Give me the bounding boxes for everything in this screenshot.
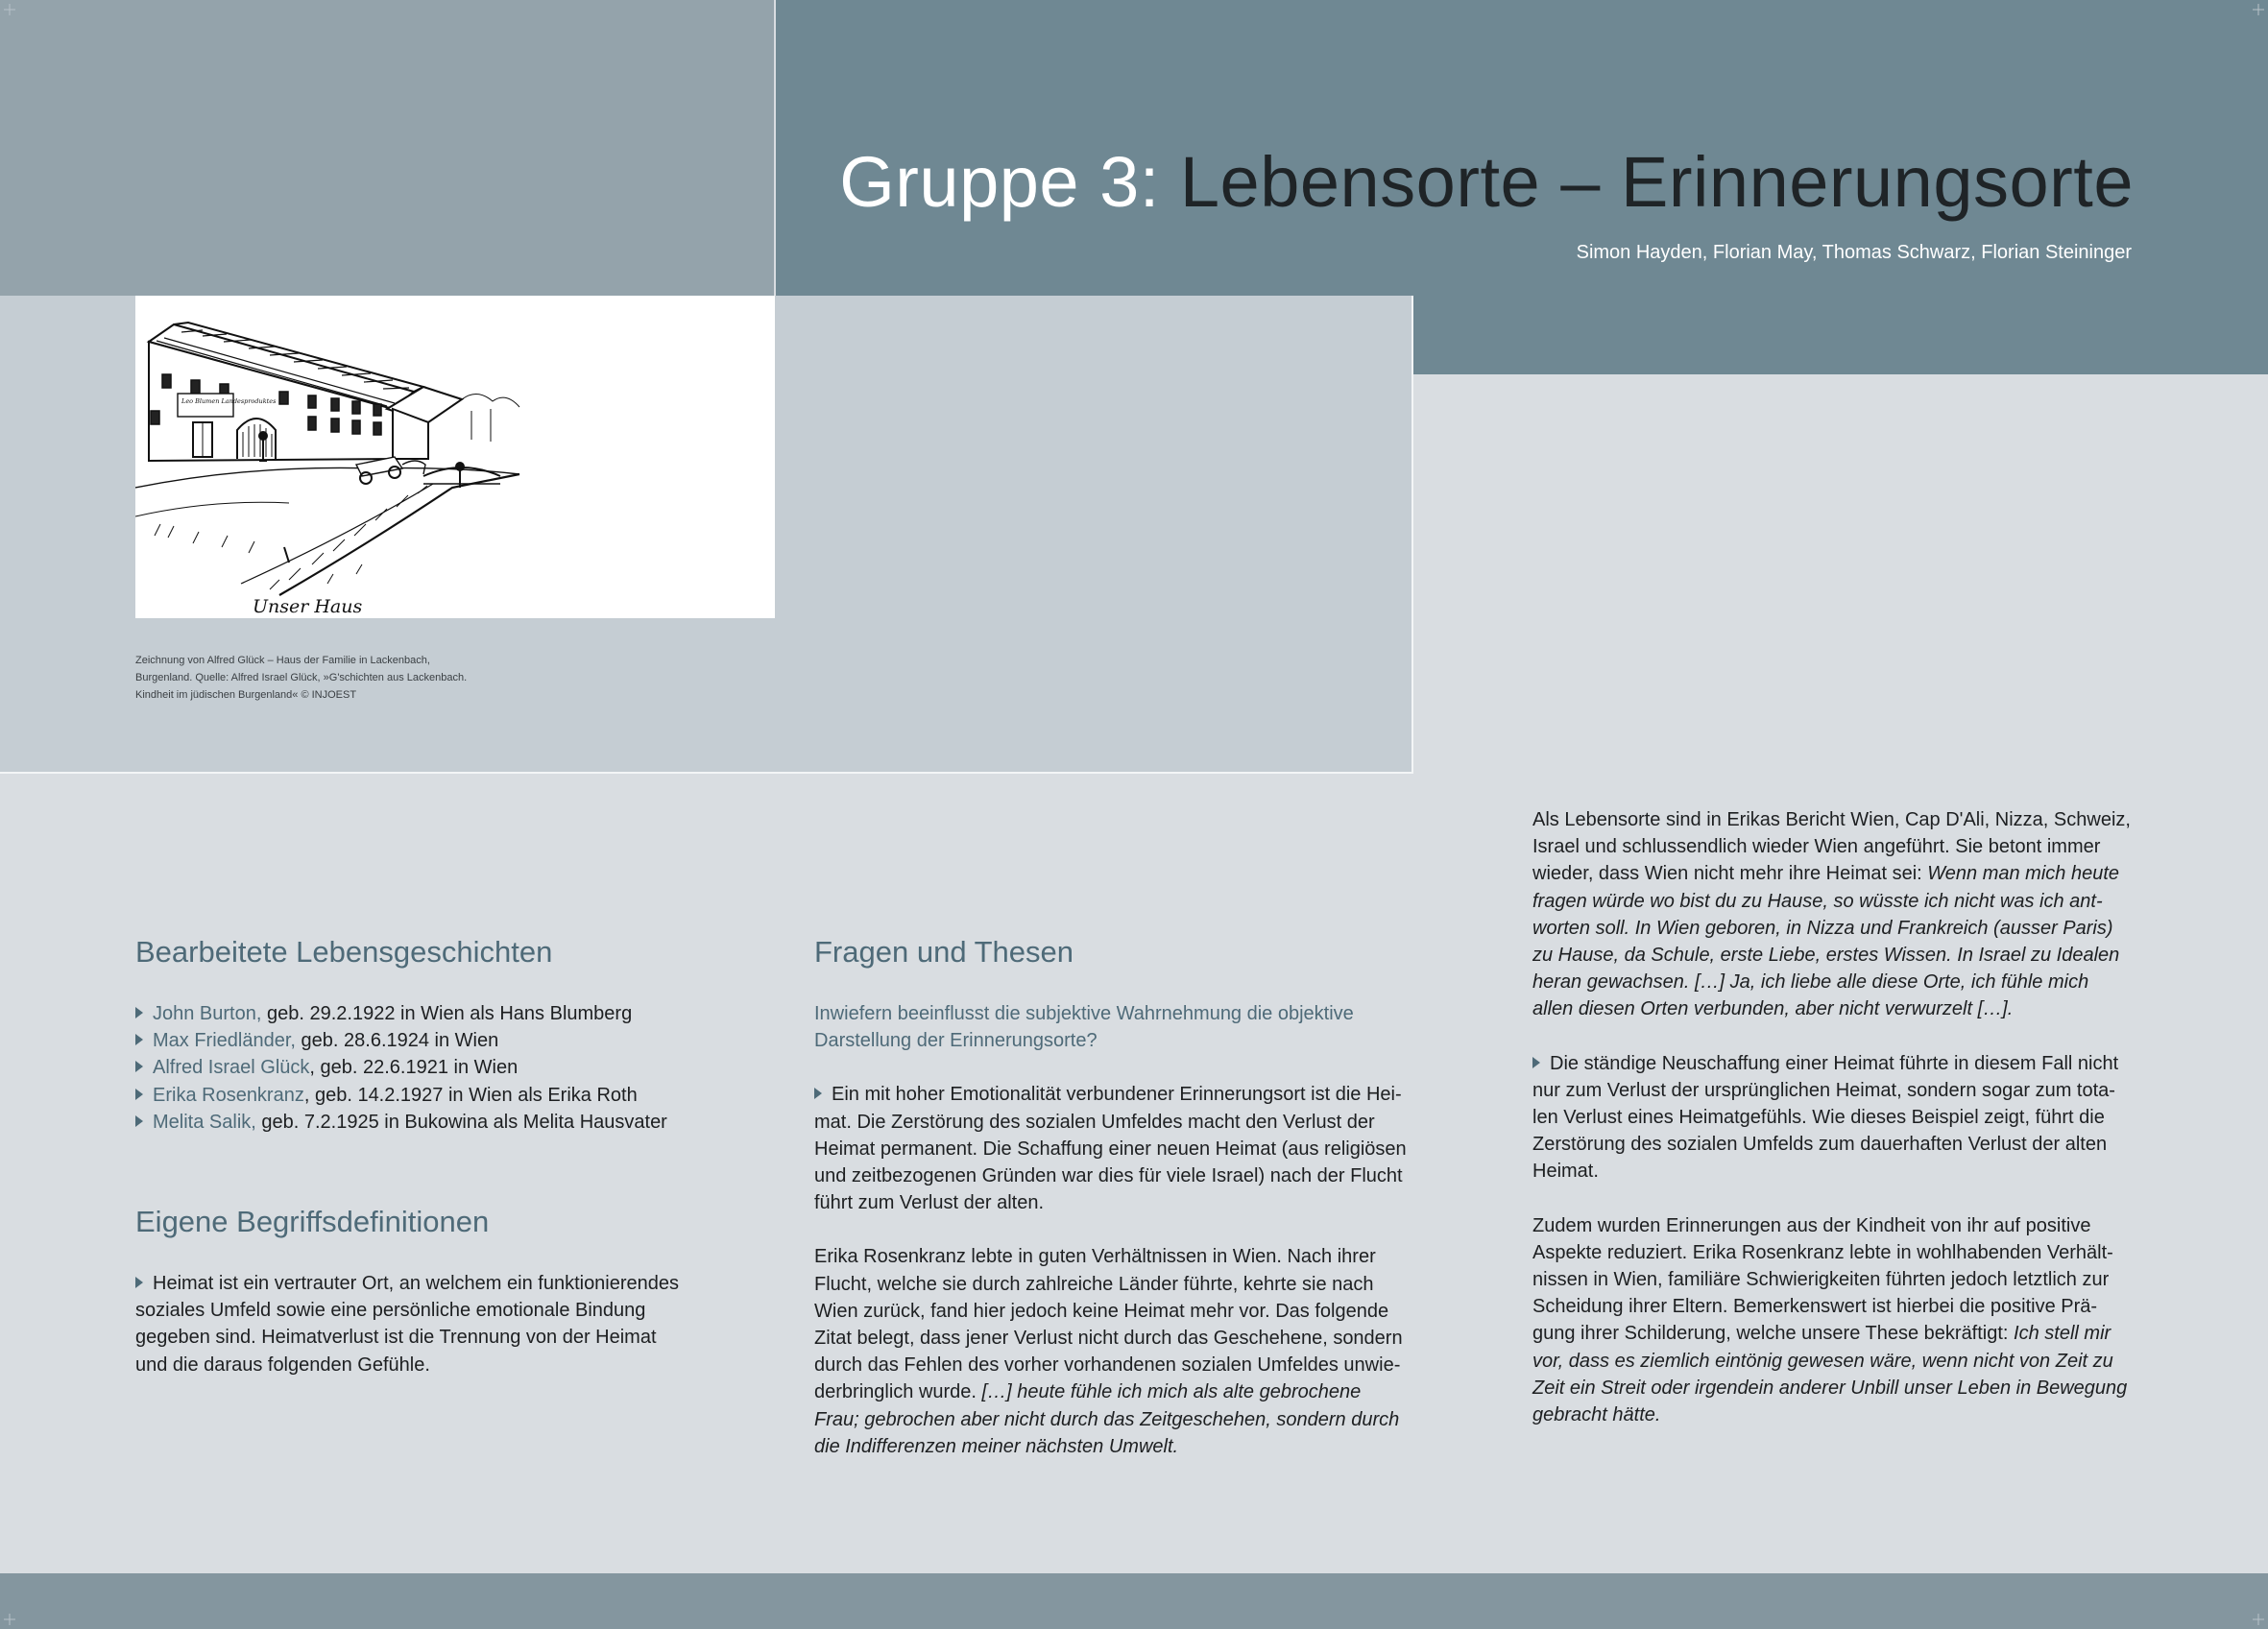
text-line: gung ihrer Schilderung, welche unsere These bekräftigt: Ich stell mir xyxy=(1532,1323,2111,1345)
bio-detail: geb. 7.2.1925 in Bukowina als Melita Hausvater xyxy=(261,1111,667,1133)
text-line: heran gewachsen. […] Ja, ich liebe alle diese Orte, ich fühle mich xyxy=(1532,971,2089,994)
caption-line: Burgenland. Quelle: Alfred Israel Glück, »G'schichten aus Lackenbach. xyxy=(135,672,468,683)
bio-detail: , geb. 22.6.1921 in Wien xyxy=(309,1057,519,1079)
bio-name: John Burton, xyxy=(153,1003,262,1024)
bio-name: Alfred Israel Glück xyxy=(153,1057,310,1079)
text-line: Heimat permanent. Die Schaffung einer neuen Heimat (aus religiösen xyxy=(814,1138,1407,1160)
crop-mark-icon xyxy=(4,4,15,15)
crop-mark-icon xyxy=(4,1614,15,1625)
text-line: Zerstörung des sozialen Umfelds zum dauerhaften Verlust der alten xyxy=(1532,1134,2108,1156)
triangle-bullet-icon xyxy=(135,1277,143,1288)
analysis-section xyxy=(1532,806,2157,1428)
text-line: zu Hause, da Schule, erste Liebe, erstes Wissen. In Israel zu Idealen xyxy=(1532,945,2120,967)
text-line: Heimat ist ein vertrauter Ort, an welchem ein funktionierendes xyxy=(135,1270,731,1297)
caption-line: Kindheit im jüdischen Burgenland« © INJOEST xyxy=(135,689,357,701)
text-line: Scheidung ihrer Eltern. Bemerkenswert ist hierbei die positive Prä- xyxy=(1532,1296,2098,1318)
sign-text: Leo Blumen Landesproduktes xyxy=(181,397,277,405)
list-item xyxy=(135,1054,731,1081)
questions-heading: Fragen und Thesen xyxy=(814,935,1074,969)
text-line: Flucht, welche sie durch zahlreiche Länder führte, kehrte sie nach xyxy=(814,1273,1374,1295)
bio-name: Erika Rosenkranz xyxy=(153,1084,304,1106)
text-line: führt zum Verlust der alten. xyxy=(814,1192,1045,1214)
text-line: mat. Die Zerstörung des sozialen Umfeldes macht den Verlust der xyxy=(814,1111,1375,1133)
questions-section xyxy=(814,933,1429,1460)
text-line: gebracht hätte. xyxy=(1532,1404,1661,1426)
text-line: worten soll. In Wien geboren, in Nizza und Frankreich (ausser Paris) xyxy=(1532,917,2113,939)
triangle-bullet-icon xyxy=(1532,1057,1540,1068)
text-line: allen diesen Orten verbunden, aber nicht verwurzelt […]. xyxy=(1532,998,2014,1020)
text-line: Darstellung der Erinnerungsorte? xyxy=(814,1030,1098,1052)
case-paragraph xyxy=(814,1243,1429,1460)
text-line: derbringlich wurde. […] heute fühle ich mich als alte gebrochene xyxy=(814,1381,1362,1403)
text-line: die Indifferenzen meiner nächsten Umwelt. xyxy=(814,1435,1179,1457)
research-question xyxy=(814,1000,1429,1054)
list-item xyxy=(135,1109,731,1136)
text-line: nissen in Wien, familiäre Schwierigkeiten führten jedoch letztlich zur xyxy=(1532,1269,2110,1291)
text-line: Erika Rosenkranz lebte in guten Verhältnissen in Wien. Nach ihrer xyxy=(814,1246,1376,1268)
triangle-bullet-icon xyxy=(135,1007,143,1018)
biography-list xyxy=(135,1000,731,1136)
bio-detail: , geb. 14.2.1927 in Wien als Erika Roth xyxy=(303,1084,638,1106)
definition-text xyxy=(135,1270,731,1378)
handwritten-label: Unser Haus xyxy=(253,596,363,617)
header-left-block xyxy=(0,0,774,296)
page-title xyxy=(839,142,2134,223)
text-line: Aspekte reduziert. Erika Rosenkranz lebte in wohlhabenden Verhält- xyxy=(1532,1241,2113,1263)
list-item xyxy=(135,1082,731,1109)
text-line: fragen würde wo bist du zu Hause, so wüsste ich nicht was ich ant- xyxy=(1532,890,2103,912)
header-extension-block xyxy=(1413,294,2268,374)
title-prefix: Gruppe 3: xyxy=(839,142,1160,222)
footer-bar xyxy=(0,1573,2268,1629)
text-line: Frau; gebrochen aber nicht durch das Zeitgeschehen, sondern durch xyxy=(814,1408,1400,1430)
text-line: soziales Umfeld sowie eine persönliche emotionale Bindung xyxy=(135,1300,646,1322)
image-caption xyxy=(135,652,539,704)
text-line: durch das Fehlen des vorher vorhandenen sozialen Umfeldes unwie- xyxy=(814,1354,1401,1377)
house-sketch-image xyxy=(135,296,775,618)
text-line: und zeitbezogenen Gründen war dies für viele Israel) nach der Flucht xyxy=(814,1165,1403,1187)
text-line: Ein mit hoher Emotionalität verbundener Erinnerungsort ist die Hei- xyxy=(814,1081,1429,1108)
text-line: Zudem wurden Erinnerungen aus der Kindheit von ihr auf positive xyxy=(1532,1214,2091,1236)
analysis-paragraph-1 xyxy=(1532,806,2157,1023)
text-line: vor, dass es ziemlich eintönig gewesen wäre, wenn nicht von Zeit zu xyxy=(1532,1350,2113,1372)
text-line: Die ständige Neuschaffung einer Heimat führte in diesem Fall nicht xyxy=(1532,1050,2157,1077)
text-line: len Verlust eines Heimatgefühls. Wie dieses Beispiel zeigt, führt die xyxy=(1532,1107,2105,1129)
list-item xyxy=(135,1000,731,1027)
house-drawing xyxy=(135,296,775,618)
text-line: wieder, dass Wien nicht mehr ihre Heimat sei: Wenn man mich heute xyxy=(1532,863,2120,885)
text-line: und die daraus folgenden Gefühle. xyxy=(135,1354,430,1376)
triangle-bullet-icon xyxy=(135,1061,143,1072)
definitions-heading: Eigene Begriffsdefinitionen xyxy=(135,1205,490,1238)
definitions-section xyxy=(135,1203,731,1378)
text-line: gegeben sind. Heimatverlust ist die Trennung von der Heimat xyxy=(135,1327,657,1349)
caption-line: Zeichnung von Alfred Glück – Haus der Familie in Lackenbach, xyxy=(135,655,430,666)
authors-line: Simon Hayden, Florian May, Thomas Schwarz, Florian Steininger xyxy=(1576,242,2132,263)
analysis-paragraph-3 xyxy=(1532,1212,2157,1429)
crop-mark-icon xyxy=(2253,1614,2264,1625)
triangle-bullet-icon xyxy=(135,1089,143,1100)
triangle-bullet-icon xyxy=(814,1088,822,1099)
text-line: Zeit ein Streit oder irgendein anderer Unbill unser Leben in Bewegung xyxy=(1532,1377,2128,1399)
list-item xyxy=(135,1027,731,1054)
triangle-bullet-icon xyxy=(135,1034,143,1045)
text-line: Israel und schlussendlich wieder Wien angeführt. Sie betont immer xyxy=(1532,836,2101,858)
thesis-paragraph xyxy=(814,1081,1429,1216)
text-line: Zitat belegt, dass jener Verlust nicht durch das Geschehene, sondern xyxy=(814,1328,1403,1350)
crop-mark-icon xyxy=(2253,4,2264,15)
bio-detail: geb. 28.6.1924 in Wien xyxy=(301,1030,499,1052)
biographies-heading: Bearbeitete Lebensgeschichten xyxy=(135,935,553,969)
analysis-paragraph-2 xyxy=(1532,1050,2157,1186)
bio-name: Max Friedländer, xyxy=(153,1030,296,1052)
bio-detail: geb. 29.2.1922 in Wien als Hans Blumberg xyxy=(266,1003,633,1024)
text-line: Heimat. xyxy=(1532,1161,1599,1183)
bio-name: Melita Salik, xyxy=(153,1111,256,1133)
biographies-section xyxy=(135,933,731,1136)
text-line: nur zum Verlust der ursprünglichen Heimat, sondern sogar zum tota- xyxy=(1532,1079,2115,1101)
text-line: Inwiefern beeinflusst die subjektive Wahrnehmung die objektive xyxy=(814,1003,1354,1024)
title-main: Lebensorte – Erinnerungsorte xyxy=(1179,142,2134,222)
text-line: Als Lebensorte sind in Erikas Bericht Wien, Cap D'Ali, Nizza, Schweiz, xyxy=(1532,809,2131,830)
triangle-bullet-icon xyxy=(135,1115,143,1127)
text-line: Wien zurück, fand hier jedoch keine Heimat mehr vor. Das folgende xyxy=(814,1300,1389,1322)
